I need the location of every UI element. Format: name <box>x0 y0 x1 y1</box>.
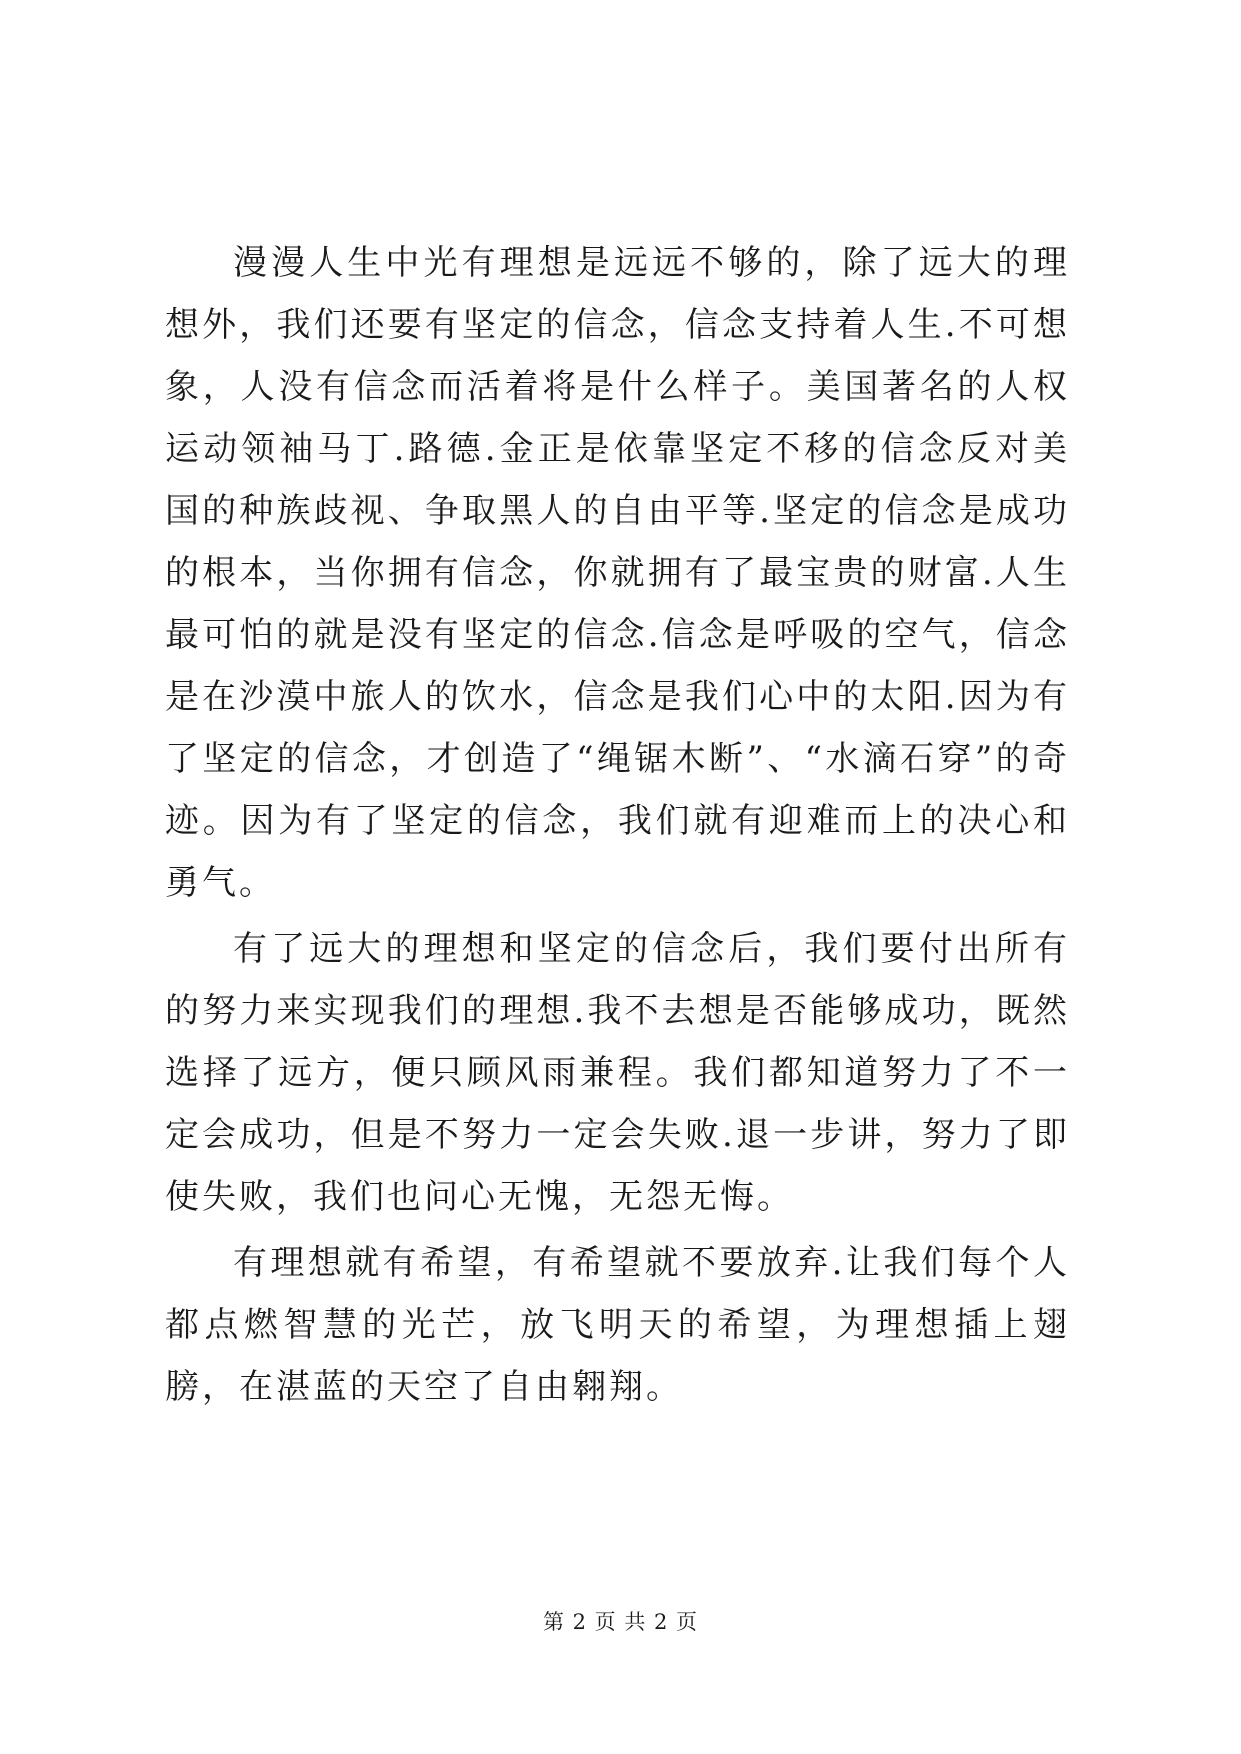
page-number-footer: 第 2 页 共 2 页 <box>542 1610 699 1634</box>
paragraph-2: 有了远大的理想和坚定的信念后，我们要付出所有的努力来实现我们的理想.我不去想是否能够成功，既然选择了远方，便只顾风雨兼程。我们都知道努力了不一定会成功，但是不努力一定会失败.退一步讲，努力了即使失败，我们也问心无愧，无怨无悔。 <box>165 929 1070 1217</box>
document-body <box>165 232 1070 1418</box>
paragraph-3: 有理想就有希望，有希望就不要放弃.让我们每个人都点燃智慧的光芒，放飞明天的希望，为理想插上翅膀，在湛蓝的天空了自由翱翔。 <box>165 1243 1070 1407</box>
paragraph-1: 漫漫人生中光有理想是远远不够的，除了远大的理想外，我们还要有坚定的信念，信念支持着人生.不可想象，人没有信念而活着将是什么样子。美国著名的人权运动领袖马丁.路德.金正是依靠坚定不移的信念反对美国的种族歧视、争取黑人的自由平等.坚定的信念是成功的根本，当你拥有信念，你就拥有了最宝贵的财富.人生最可怕的就是没有坚定的信念.信念是呼吸的空气，信念是在沙漠中旅人的饮水，信念是我们心中的太阳.因为有了坚定的信念，才创造了“绳锯木断”、“水滴石穿”的奇迹。因为有了坚定的信念，我们就有迎难而上的决心和勇气。 <box>165 243 1070 903</box>
